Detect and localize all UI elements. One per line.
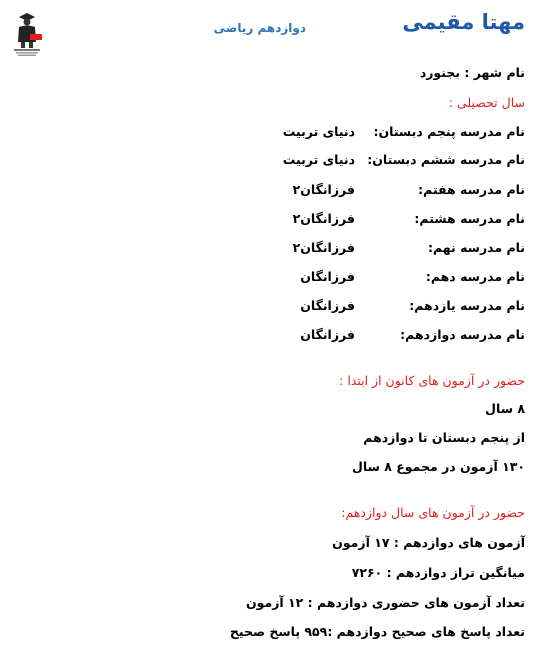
grade12-exams-heading: حضور در آزمون های سال دوازدهم:	[341, 505, 525, 520]
school-row	[225, 152, 525, 170]
school-value: فرزانگان۲	[292, 240, 355, 255]
school-value: دنیای تربیت	[282, 124, 355, 139]
city-line: نام شهر : بجنورد	[419, 65, 525, 80]
school-row	[225, 298, 525, 316]
school-label: نام مدرسه هشتم:	[414, 211, 525, 226]
school-row	[225, 240, 525, 258]
school-row	[225, 182, 525, 200]
school-value: فرزانگان	[300, 298, 355, 313]
school-label: نام مدرسه نهم:	[427, 240, 525, 255]
academic-year-heading: سال تحصیلی :	[448, 95, 525, 110]
kanoon-logo	[10, 12, 44, 57]
school-row	[225, 124, 525, 142]
grade-label: دوازدهم ریاضی	[213, 21, 306, 35]
graduate-figure-icon	[10, 12, 44, 57]
school-value: فرزانگان۲	[292, 211, 355, 226]
school-row	[225, 269, 525, 287]
kanoon-years-line: ۸ سال	[485, 401, 525, 416]
grade12-inperson-line: تعداد آزمون های حضوری دوازدهم : ۱۲ آزمون	[245, 595, 525, 610]
school-label: نام مدرسه ششم دبستان:	[367, 152, 525, 167]
school-label: نام مدرسه دهم:	[425, 269, 525, 284]
school-value: دنیای تربیت	[282, 152, 355, 167]
school-row	[225, 211, 525, 229]
grade12-average-line: میانگین تراز دوازدهم : ۷۲۶۰	[351, 565, 525, 580]
school-label: نام مدرسه دوازدهم:	[400, 327, 525, 342]
school-label: نام مدرسه پنجم دبستان:	[373, 124, 525, 139]
school-label: نام مدرسه هفتم:	[418, 182, 525, 197]
school-label: نام مدرسه یازدهم:	[409, 298, 525, 313]
school-value: فرزانگان۲	[292, 182, 355, 197]
grade12-count-line: آزمون های دوازدهم : ۱۷ آزمون	[332, 535, 525, 550]
kanoon-exams-heading: حضور در آزمون های کانون از ابتدا :	[339, 373, 525, 388]
school-row	[225, 327, 525, 345]
school-value: فرزانگان	[300, 327, 355, 342]
school-value: فرزانگان	[300, 269, 355, 284]
kanoon-range-line: از پنجم دبستان تا دوازدهم	[363, 430, 525, 445]
grade12-correct-line: تعداد پاسخ های صحیح دوازدهم :۹۵۹ پاسخ صحیح	[229, 624, 525, 639]
student-name: مهتا مقیمی	[402, 10, 525, 34]
kanoon-total-line: ۱۳۰ آزمون در مجموع ۸ سال	[352, 459, 525, 474]
